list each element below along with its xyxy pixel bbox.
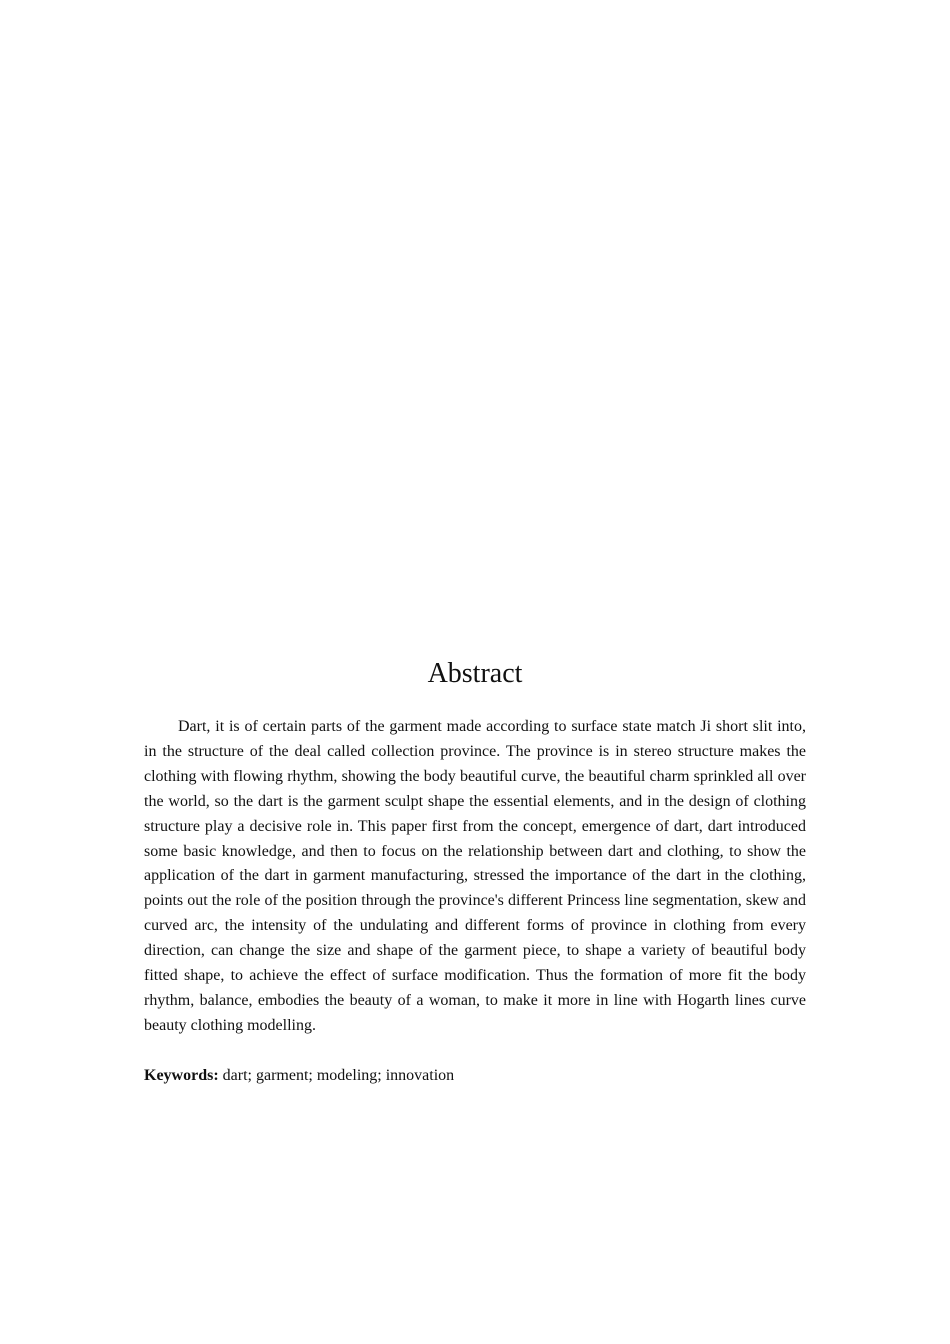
keywords-line: [144, 1064, 806, 1088]
keywords-value: dart; garment; modeling; innovation: [222, 1067, 455, 1084]
keywords-label: Keywords:: [144, 1067, 219, 1084]
abstract-title: Abstract: [427, 658, 523, 689]
abstract-body: Dart, it is of certain parts of the garment made according to surface state match Ji short slit into, in the structure of the deal called collection province. The province is in stereo structure makes the clothing with flowing rhythm, showing the body beautiful curve, the beautiful charm sprinkled all over the world, so the dart is the garment sculpt shape the essential elements, and in the design of clothing structure play a decisive role in. This paper first from the concept, emergence of dart, dart introduced some basic knowledge, and then to focus on the relationship between dart and clothing, to show the application of the dart in garment manufacturing, stressed the importance of the dart in the clothing, points out the role of the position through the province's different Princess line segmentation, skew and curved arc, the intensity of the undulating and different forms of province in clothing from every direction, can change the size and shape of the garment piece, to shape a variety of beautiful body fitted shape, to achieve the effect of surface modification. Thus the formation of more fit the body rhythm, balance, embodies the beauty of a woman, to make it more in line with Hogarth lines curve beauty clothing modelling.: [144, 718, 806, 1034]
